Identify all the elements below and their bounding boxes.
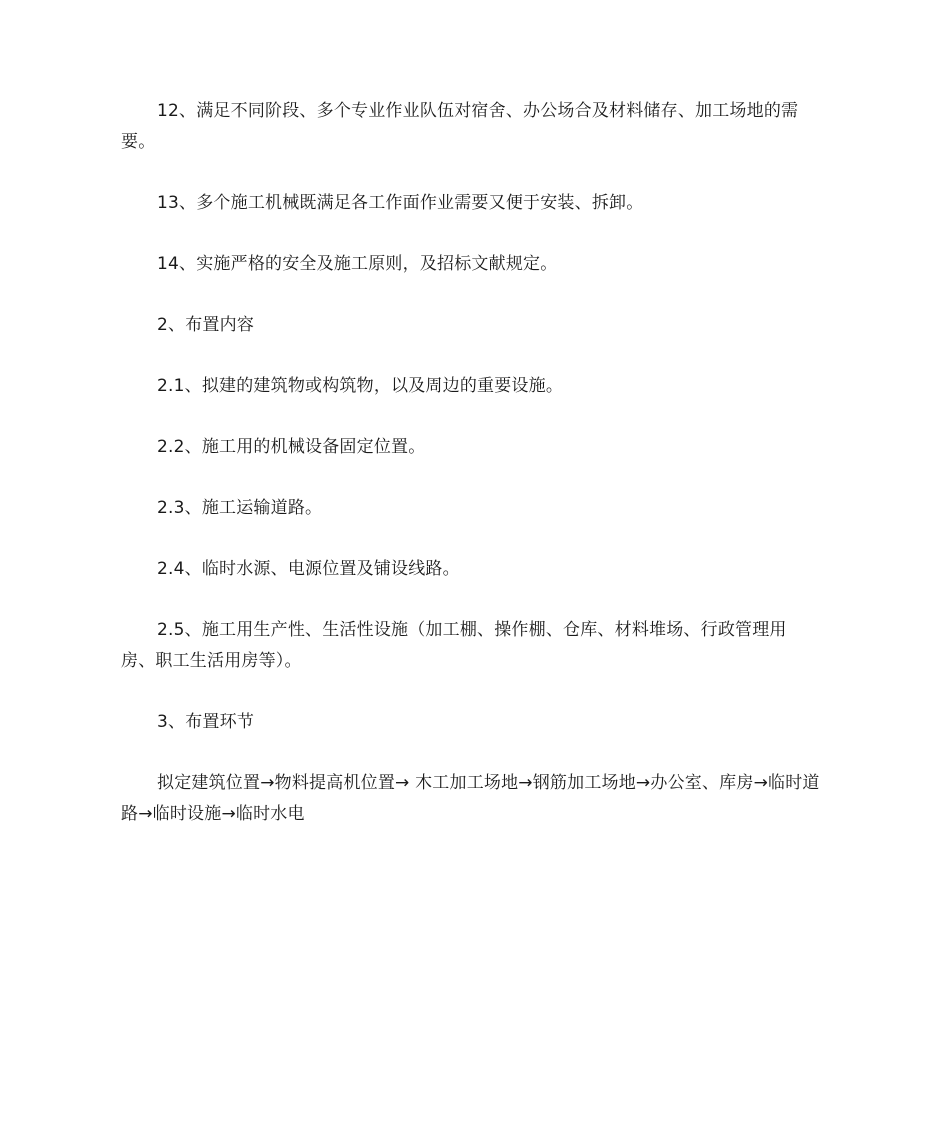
paragraph-2-1: 2.1、拟建的建筑物或构筑物，以及周边的重要设施。 — [157, 376, 564, 396]
section-heading-3: 3、布置环节 — [157, 712, 255, 732]
section-heading-2: 2、布置内容 — [157, 315, 255, 335]
paragraph-2-5: 2.5、施工用生产性、生活性设施（加工棚、操作棚、仓库、材料堆场、行政管理用房、职工生活用房等）。 — [121, 620, 787, 671]
document-body — [121, 96, 821, 860]
paragraph-process-flow: 拟定建筑位置→物料提高机位置→ 木工加工场地→钢筋加工场地→办公室、库房→临时道路→临时设施→临时水电 — [121, 773, 820, 824]
paragraph-2-2: 2.2、施工用的机械设备固定位置。 — [157, 437, 426, 457]
paragraph-2-4: 2.4、临时水源、电源位置及铺设线路。 — [157, 559, 460, 579]
paragraph-2-3: 2.3、施工运输道路。 — [157, 498, 323, 518]
paragraph-14: 14、实施严格的安全及施工原则，及招标文献规定。 — [157, 254, 558, 274]
paragraph-13: 13、多个施工机械既满足各工作面作业需要又便于安装、拆卸。 — [157, 193, 644, 213]
paragraph-12: 12、满足不同阶段、多个专业作业队伍对宿舍、办公场合及材料储存、加工场地的需要。 — [121, 101, 799, 152]
